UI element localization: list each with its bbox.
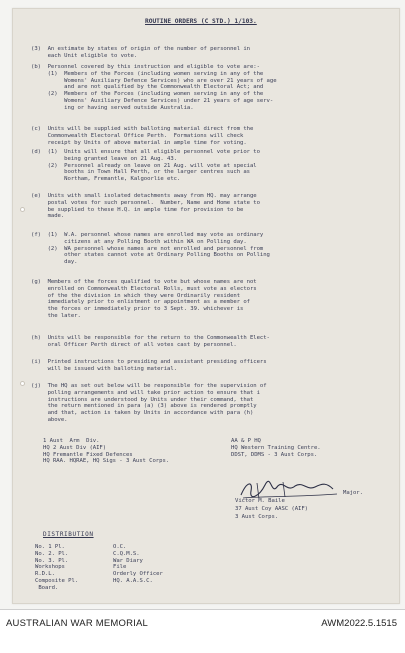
hq-list-left: 1 Aust Arm Div. HQ 2 Aust Div (AIF) HQ Fremantle Fixed Defences HQ RAA. HQRAE, HQ Sigs - 3 Aust Corps. bbox=[43, 438, 170, 465]
source-credit: AUSTRALIAN WAR MEMORIAL bbox=[6, 618, 149, 629]
distribution-heading: DISTRIBUTION bbox=[43, 531, 94, 538]
signatory-name: Victor M. Baile bbox=[235, 498, 285, 504]
signatory-rank: Major. bbox=[343, 490, 363, 496]
paragraph-d: (d) (1) Units will ensure that all eligible personnel vote prior to being granted leave on 21 Aug. 43. (2) Personnel already on leave on 21 Aug. will vote at special booths in Town Hall Perth, or the larger centres such as Northam, Fremantle, Kalgoorlie etc. bbox=[31, 149, 260, 183]
accession-number: AWM2022.5.1515 bbox=[321, 618, 397, 629]
paragraph-h: (h) Units will be responsible for the return to the Commonwealth Elect- oral Officer Perth direct of all votes cast by personnel. bbox=[31, 335, 270, 348]
paragraph-f: (f) (1) W.A. personnel whose names are enrolled may vote as ordinary citizens at any Polling Booth within WA on Polling day. (2) WA personnel whose names are not enrolled and personnel from other states cannot vote at Ordinary Polling Booths on Polling day. bbox=[31, 232, 270, 266]
paragraph-e: (e) Units with small isolated detachments away from HQ. may arrange postal votes for such personnel. Number, Name and Home state to be supplied to these H.Q. in ample time for provision to be made. bbox=[31, 193, 260, 220]
paragraph-g: (g) Members of the forces qualified to vote but whose names are not enrolled on Commonwealth Electoral Rolls, must vote as electors of the the division in which they were Ordinarily resident immediately prior to enlistment or appointment as a member of the forces or immediately prior to 3 Sept. 39. whichever is the later. bbox=[31, 279, 257, 319]
paragraph-b: (b) Personnel covered by this instruction and eligible to vote are:- (1) Members of the Forces (including women serving in any of the Womens' Auxiliary Defence Services) who are over 21 years of age and are not qualified by the Commonwealth Electoral Act; and (2) Members of the Forces (including women serving in any of the Womens' Auxiliary Defence Services) under 21 years of age serv- ing or having served outside Australia. bbox=[31, 64, 277, 111]
distribution-list-left: No. 1 Pl. No. 2. Pl. No. 3. Pl. Workshops R.D.L. Composite Pl. Board. bbox=[35, 544, 79, 591]
document-title: ROUTINE ORDERS (C STD.) 1/103. bbox=[145, 18, 257, 25]
archive-footer bbox=[0, 609, 405, 653]
typed-document-page bbox=[12, 8, 400, 604]
signatory-unit: 37 Aust Coy AASC (AIF) bbox=[235, 506, 308, 512]
paragraph-j: (j) The HQ as set out below will be responsible for the supervision of polling arrangements and will take prior action to ensure that i instructions are understood by Units under their command, that the return mentioned in para (a) (3) above is rendered promptly and that, action is taken by Units in accordance with para (h) above. bbox=[31, 383, 267, 423]
punch-hole bbox=[20, 207, 25, 212]
paragraph-a3: (3) An estimate by states of origin of the number of personnel in each Unit eligible to vote. bbox=[31, 46, 250, 59]
hq-list-right: AA & P HQ HQ Western Training Centre. DDST, DDMS - 3 Aust Corps. bbox=[231, 438, 321, 458]
distribution-list-right: O.C. C.Q.M.S. War Diary File Orderly Officer HQ. A.A.S.C. bbox=[113, 544, 163, 584]
punch-hole bbox=[20, 381, 25, 386]
paragraph-i: (i) Printed instructions to presiding and assistant presiding officers will be issued with balloting material. bbox=[31, 359, 267, 372]
signatory-corps: 3 Aust Corps. bbox=[235, 514, 279, 520]
paragraph-c: (c) Units will be supplied with balloting material direct from the Commonwealth Electoral Office Perth. Formations will check receipt by Units of above material in ample time for voting. bbox=[31, 126, 254, 146]
